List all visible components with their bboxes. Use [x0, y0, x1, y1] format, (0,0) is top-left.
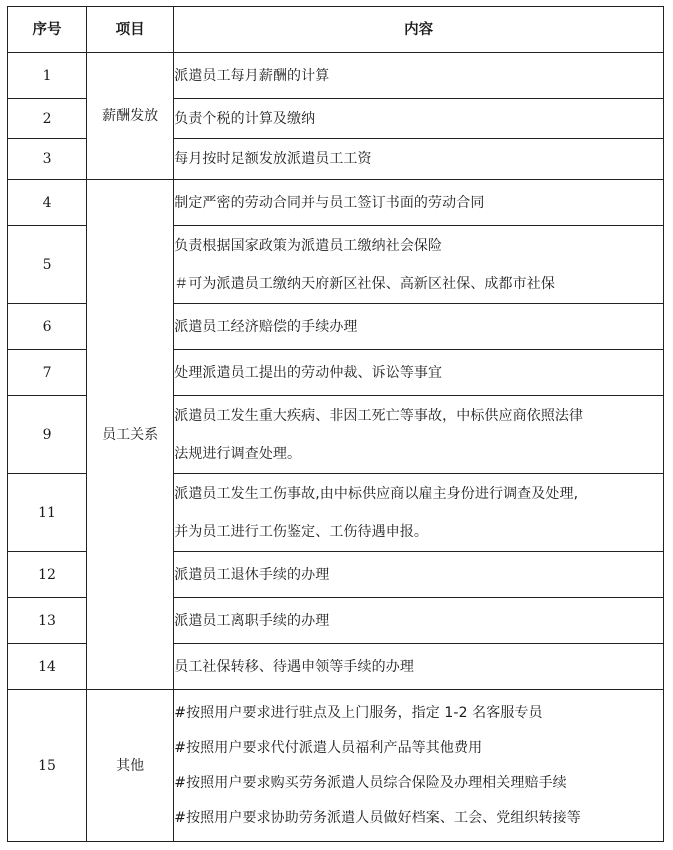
content-line: 负责个税的计算及缴纳 [174, 110, 316, 127]
group-item-other: 其他 [87, 690, 174, 842]
table-row [8, 180, 664, 226]
content-line: 处理派遣员工提出的劳动仲裁、诉讼等事宜 [174, 364, 443, 381]
content-line: 员工社保转移、待遇申领等手续的办理 [174, 658, 414, 675]
row-content [174, 99, 664, 139]
row-no: 4 [8, 180, 87, 226]
content-line: 每月按时足额发放派遣员工工资 [174, 151, 372, 167]
content-line: #按照用户要求代付派遣人员福利产品等其他费用 [174, 740, 483, 756]
row-content [174, 644, 664, 690]
row-no: 12 [8, 552, 87, 598]
content-line: #按照用户要求购买劳务派遣人员综合保险及办理相关理赔手续 [174, 775, 567, 791]
content-line: 派遣员工发生工伤事故,由中标供应商以雇主身份进行调查及处理, [174, 485, 579, 502]
row-no: 7 [8, 350, 87, 396]
row-content [174, 304, 664, 350]
row-no: 11 [8, 474, 87, 552]
content-line: #按照用户要求协助劳务派遣人员做好档案、工会、党组织转接等 [174, 810, 581, 826]
content-line: 派遣员工退休手续的办理 [174, 566, 330, 583]
row-content [174, 474, 664, 552]
row-no: 3 [8, 139, 87, 180]
row-no: 2 [8, 99, 87, 139]
content-line: 法规进行调查处理。 [174, 445, 302, 462]
header-item: 项目 [87, 7, 174, 53]
header-no: 序号 [8, 7, 87, 53]
row-no: 14 [8, 644, 87, 690]
row-content [174, 139, 664, 180]
row-no: 13 [8, 598, 87, 644]
content-line: 派遣员工发生重大疾病、非因工死亡等事故，中标供应商依照法律 [174, 407, 584, 424]
content-line: 派遣员工离职手续的办理 [174, 612, 330, 629]
service-content-table [7, 6, 664, 842]
table-row [8, 690, 664, 842]
row-content [174, 53, 664, 99]
content-line: 制定严密的劳动合同并与员工签订书面的劳动合同 [174, 194, 485, 211]
content-line: 负责根据国家政策为派遣员工缴纳社会保险 [174, 237, 443, 254]
group-item-salary: 薪酬发放 [87, 53, 174, 180]
header-row [8, 7, 664, 53]
content-line: 派遣员工每月薪酬的计算 [174, 67, 330, 84]
row-no: 15 [8, 690, 87, 842]
row-content [174, 350, 664, 396]
row-content [174, 598, 664, 644]
content-line: 并为员工进行工伤鉴定、工伤待遇申报。 [174, 523, 429, 540]
table-row [8, 53, 664, 99]
header-content: 内容 [174, 7, 664, 53]
row-no: 1 [8, 53, 87, 99]
content-line: #按照用户要求进行驻点及上门服务，指定 1-2 名客服专员 [174, 705, 543, 721]
content-line: 派遣员工经济赔偿的手续办理 [174, 318, 358, 335]
row-no: 9 [8, 396, 87, 474]
content-line: ＃可为派遣员工缴纳天府新区社保、高新区社保、成都市社保 [174, 275, 555, 292]
group-item-relations: 员工关系 [87, 180, 174, 690]
row-content [174, 690, 664, 842]
row-no: 5 [8, 226, 87, 304]
row-content [174, 180, 664, 226]
row-content [174, 226, 664, 304]
row-no: 6 [8, 304, 87, 350]
row-content [174, 552, 664, 598]
row-content [174, 396, 664, 474]
